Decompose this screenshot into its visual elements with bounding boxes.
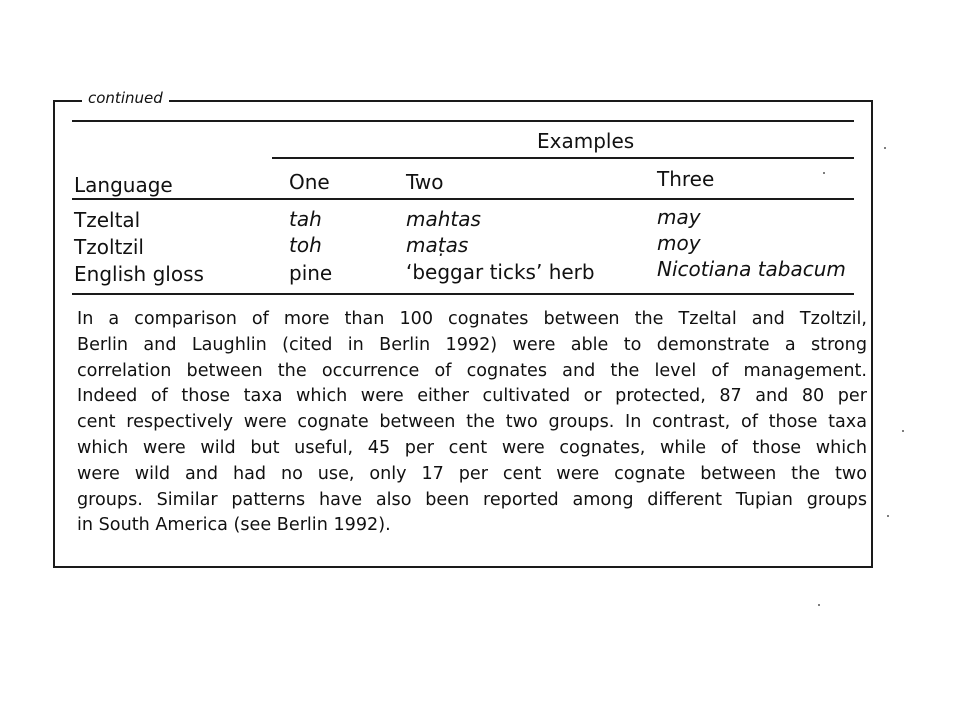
table-cell-one: pine xyxy=(289,261,333,285)
table-cell-language: Tzoltzil xyxy=(74,235,144,259)
paragraph-line: Indeed of those taxa which were either cultivated or protected, 87 and 80 per xyxy=(77,386,867,407)
table-cell-three: moy xyxy=(657,231,701,255)
column-header-three: Three xyxy=(657,167,715,191)
table-bottom-rule xyxy=(72,293,854,295)
column-header-one: One xyxy=(289,170,330,194)
scan-speck xyxy=(902,430,904,432)
paragraph-line: in South America (see Berlin 1992). xyxy=(77,515,391,536)
table-cell-two: maṭas xyxy=(406,233,469,257)
scan-speck xyxy=(823,172,825,174)
paragraph-line: cent respectively were cognate between the two groups. In contrast, of those taxa xyxy=(77,412,867,433)
paragraph-line: In a comparison of more than 100 cognates between the Tzeltal and Tzoltzil, xyxy=(77,309,867,329)
table-cell-two: ‘beggar ticks’ herb xyxy=(406,260,595,284)
body-paragraph xyxy=(77,307,867,539)
paragraph-line: which were wild but useful, 45 per cent were cognates, while of those which xyxy=(77,437,867,458)
table-cell-language: Tzeltal xyxy=(74,208,141,232)
table-cell-language: English gloss xyxy=(74,262,204,286)
paragraph-line: correlation between the occurrence of cognates and the level of management. xyxy=(77,360,867,381)
table-cell-two: mahtas xyxy=(406,207,481,231)
continued-label: continued xyxy=(82,89,169,107)
paragraph-line: groups. Similar patterns have also been reported among different Tupian groups xyxy=(77,489,867,510)
paragraph-line: Berlin and Laughlin (cited in Berlin 1992) were able to demonstrate a strong xyxy=(77,334,867,355)
paragraph-line: were wild and had no use, only 17 per cent were cognate between the two xyxy=(77,463,867,484)
column-header-rule xyxy=(72,198,854,200)
scan-speck xyxy=(884,147,886,149)
table-top-rule xyxy=(72,120,854,122)
examples-group-header: Examples xyxy=(537,129,635,153)
examples-group-rule xyxy=(272,157,854,159)
column-header-language: Language xyxy=(74,173,173,197)
scan-speck xyxy=(818,604,820,606)
table-cell-one: tah xyxy=(289,207,322,231)
column-header-two: Two xyxy=(406,170,444,194)
table-cell-three: Nicotiana tabacum xyxy=(657,257,846,281)
table-cell-three: may xyxy=(657,205,701,229)
table-cell-one: toh xyxy=(289,233,322,257)
scan-speck xyxy=(887,515,889,517)
